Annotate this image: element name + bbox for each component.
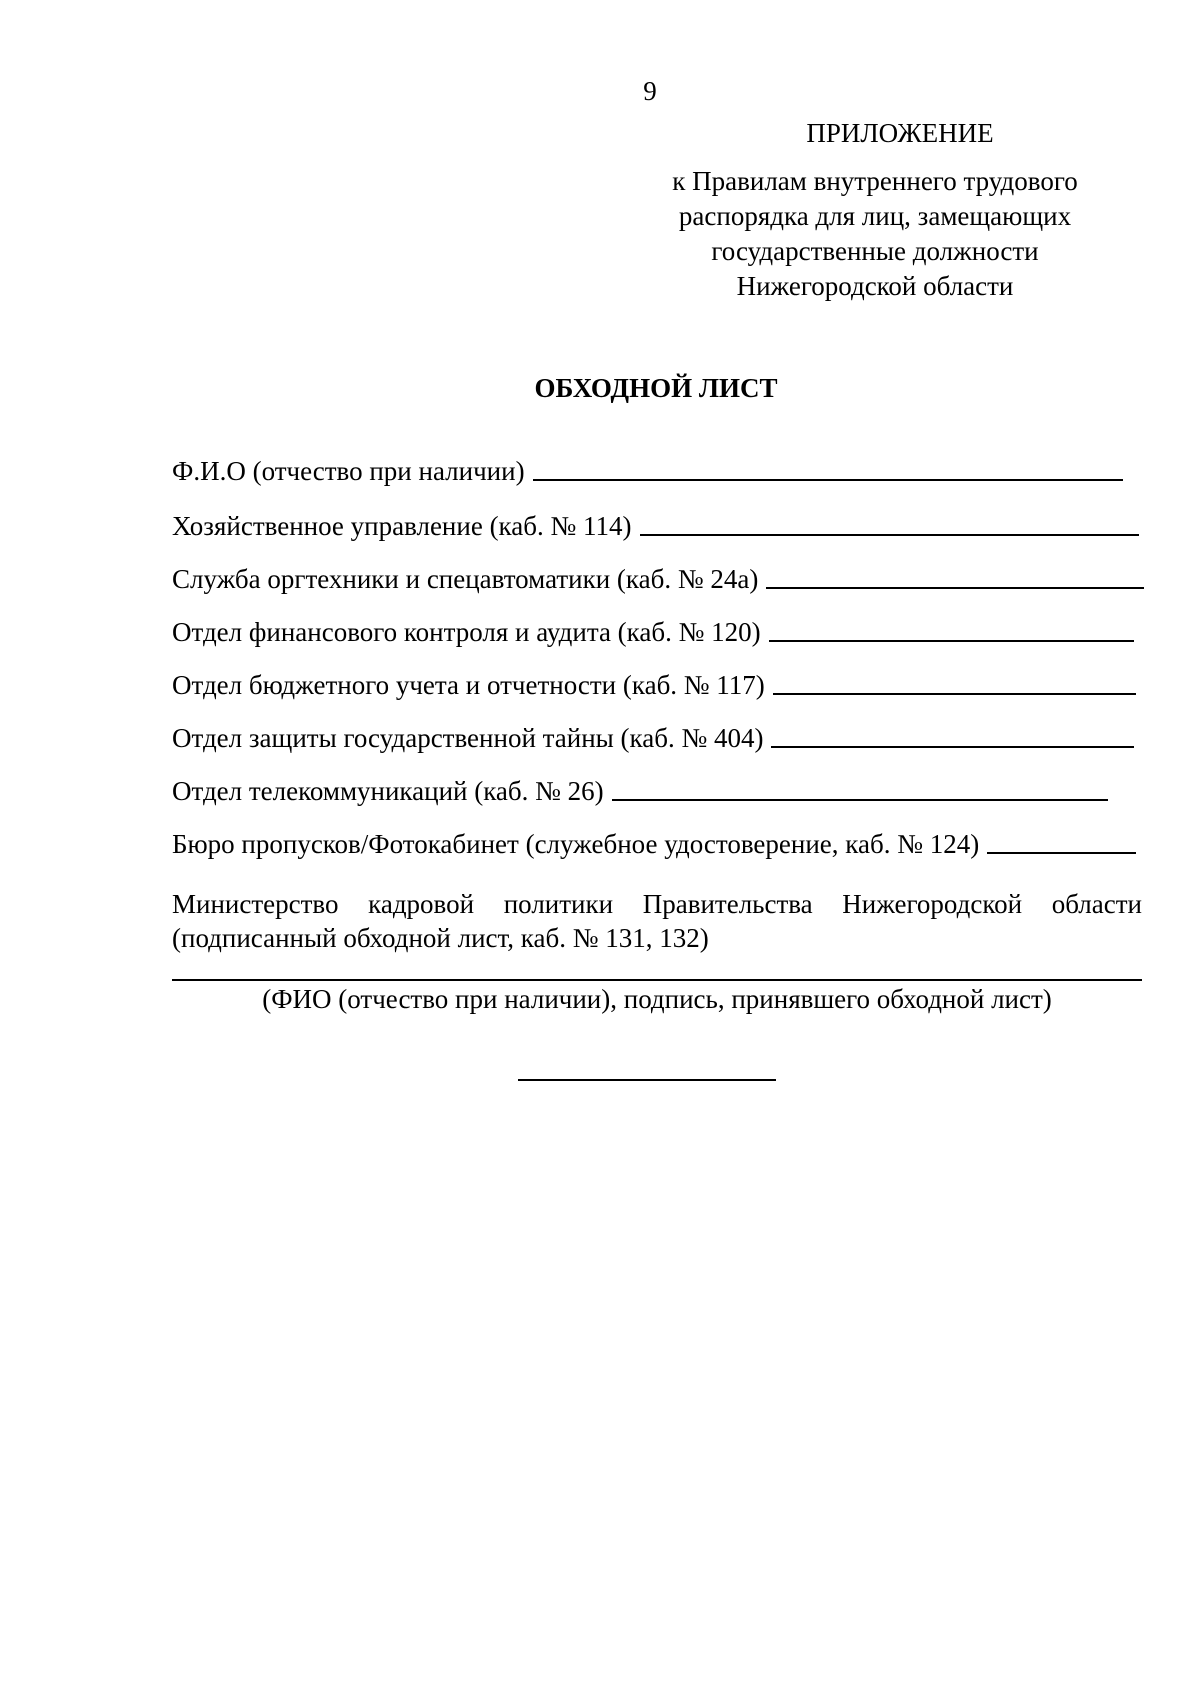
form-row-state-secret [172,715,1134,755]
row-label: Отдел финансового контроля и аудита (каб. № 120) [172,617,761,647]
appendix-line: государственные должности [711,236,1039,266]
signature-blank[interactable] [766,587,1144,589]
end-divider [518,1079,776,1081]
signature-blank[interactable] [612,799,1108,801]
signature-blank[interactable] [533,479,1123,481]
row-label: Хозяйственное управление (каб. № 114) [172,511,632,541]
form-row-household [172,503,1139,543]
row-label: Отдел бюджетного учета и отчетности (каб. № 117) [172,670,765,700]
row-label: Отдел защиты государственной тайны (каб. № 404) [172,723,764,753]
form-row-office-equipment [172,556,1144,596]
acceptor-signature-line[interactable] [172,979,1142,981]
form-row-pass-bureau [172,821,1136,861]
form-row-telecom [172,768,1108,808]
ministry-block [172,887,1142,955]
appendix-line: распорядка для лиц, замещающих [678,201,1072,231]
form-row-fio [172,448,1123,488]
appendix-title: ПРИЛОЖЕНИЕ [806,118,994,148]
row-label: Ф.И.О (отчество при наличии) [172,456,525,486]
signature-blank[interactable] [773,693,1136,695]
row-label: Отдел телекоммуникаций (каб. № 26) [172,776,604,806]
appendix-line: Нижегородской области [736,271,1014,301]
page-number: 9 [643,76,657,106]
appendix-line: к Правилам внутреннего трудового [672,166,1078,196]
row-label: Бюро пропусков/Фотокабинет (служебное удостоверение, каб. № 124) [172,829,980,859]
form-row-budget-accounting [172,662,1136,702]
signature-caption: (ФИО (отчество при наличии), подпись, принявшего обходной лист) [262,984,1052,1014]
ministry-note: (подписанный обходной лист, каб. № 131, 132) [172,923,709,953]
form-row-finance-control [172,609,1134,649]
signature-blank[interactable] [769,640,1134,642]
signature-blank[interactable] [640,534,1140,536]
row-label: Служба оргтехники и спецавтоматики (каб. № 24а) [172,564,759,594]
appendix-description [650,164,1100,304]
signature-blank[interactable] [771,746,1134,748]
document-title: ОБХОДНОЙ ЛИСТ [534,373,778,403]
signature-blank[interactable] [987,852,1136,854]
ministry-name: Министерство кадровой политики Правительства Нижегородской области [172,889,1142,919]
